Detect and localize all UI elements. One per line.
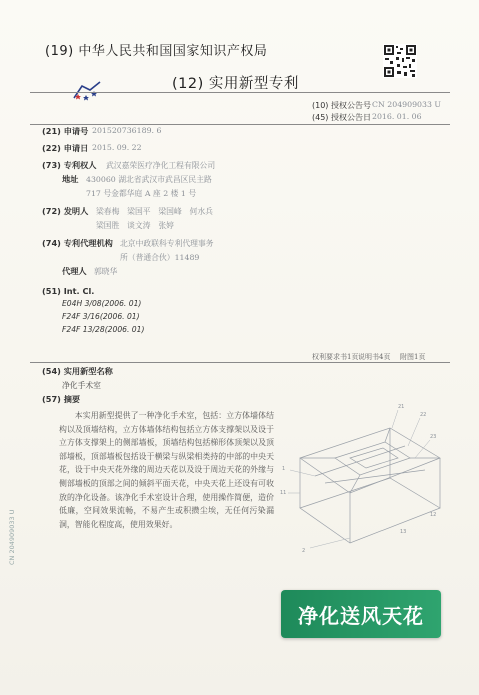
drawing-label-21: 21 bbox=[398, 404, 405, 410]
document-type: (12) 实用新型专利 bbox=[172, 76, 299, 92]
classification-label: (51) Int. Cl. bbox=[42, 286, 95, 296]
drawing-label-2: 2 bbox=[302, 548, 306, 554]
header-divider bbox=[30, 92, 450, 93]
ipc-code-1: E04H 3/08(2006. 01) bbox=[62, 299, 142, 308]
qr-code-icon bbox=[383, 44, 417, 78]
publication-divider bbox=[30, 124, 450, 125]
product-banner bbox=[281, 590, 441, 638]
address-line-1: 430060 湖北省武汉市武昌区民主路 bbox=[86, 175, 212, 184]
application-number-label: (21) 申请号 bbox=[42, 126, 89, 136]
claims-pages: 权利要求书1页 bbox=[312, 353, 359, 361]
abstract-label: (57) 摘要 bbox=[42, 394, 81, 404]
abstract-text: 本实用新型提供了一种净化手术室，包括：立方体墙体结构以及顶墙结构，立方体墙体结构包括立方体支撑架以及设于立方体支撑架上的侧部墙板，顶墙结构包括梯形体顶架以及顶部墙板，顶部墙板包括设于横梁与纵梁相类持的中部的中央天花，设于中央天花外缘的周边天花以及设于周边天花的外缘与侧部墙板的顶部之间的倾斜平面天花，中央天花上还设有可收放的净化设备。该净化手术室设计合理，使用操作简便，造价低廉，空间效果流畅，不易产生或积攒尘埃，无任何污染漏洞，智能化程度高，使用效果好。 bbox=[59, 411, 274, 529]
utility-model-title-label: (54) 实用新型名称 bbox=[42, 366, 113, 376]
figure-pages: 附图1页 bbox=[400, 353, 426, 361]
drawing-label-1: 1 bbox=[282, 466, 286, 472]
side-publication-code: CN 204909033 U bbox=[8, 509, 16, 565]
application-date-value: 2015. 09. 22 bbox=[92, 143, 142, 152]
spec-pages: 说明书4页 bbox=[358, 353, 391, 361]
publication-number-label: (10) 授权公告号 bbox=[312, 101, 371, 110]
body-divider bbox=[30, 362, 450, 363]
ipc-code-2: F24F 3/16(2006. 01) bbox=[62, 312, 140, 321]
address-line-2: 717 号金都华庭 A 座 2 楼 1 号 bbox=[86, 189, 197, 198]
patentee-value: 武汉嘉荣医疗净化工程有限公司 bbox=[106, 161, 216, 170]
utility-model-title-value: 净化手术室 bbox=[62, 381, 101, 390]
agency-label: (74) 专利代理机构 bbox=[42, 238, 113, 248]
application-date-label: (22) 申请日 bbox=[42, 143, 89, 153]
agency-line-1: 北京中政联科专利代理事务 bbox=[120, 239, 214, 248]
inventor-line-1: 梁春梅 梁国平 梁国峰 何水兵 bbox=[96, 207, 213, 216]
agency-line-2: 所（普通合伙）11489 bbox=[120, 253, 200, 262]
agent-value: 郭晓华 bbox=[94, 267, 118, 276]
drawing-label-12: 12 bbox=[430, 512, 437, 518]
inventor-label: (72) 发明人 bbox=[42, 206, 89, 216]
product-banner-text: 净化送风天花 bbox=[298, 603, 424, 628]
agent-label: 代理人 bbox=[62, 266, 87, 276]
drawing-label-11: 11 bbox=[280, 490, 287, 496]
office-header: (19) 中华人民共和国国家知识产权局 bbox=[45, 44, 268, 59]
abstract-drawing bbox=[280, 398, 445, 558]
application-number-value: 201520736189. 6 bbox=[92, 126, 162, 135]
ipc-code-3: F24F 13/28(2006. 01) bbox=[62, 325, 145, 334]
drawing-label-22: 22 bbox=[420, 412, 427, 418]
patentee-label: (73) 专利权人 bbox=[42, 160, 97, 170]
publication-number-value: CN 204909033 U bbox=[372, 100, 441, 109]
inventor-line-2: 梁国胜 谈文涛 张婷 bbox=[96, 221, 174, 230]
publication-date-label: (45) 授权公告日 bbox=[312, 113, 371, 122]
drawing-label-23: 23 bbox=[430, 434, 437, 440]
drawing-label-13: 13 bbox=[400, 529, 407, 535]
publication-date-value: 2016. 01. 06 bbox=[372, 112, 422, 121]
address-label: 地址 bbox=[62, 174, 79, 184]
